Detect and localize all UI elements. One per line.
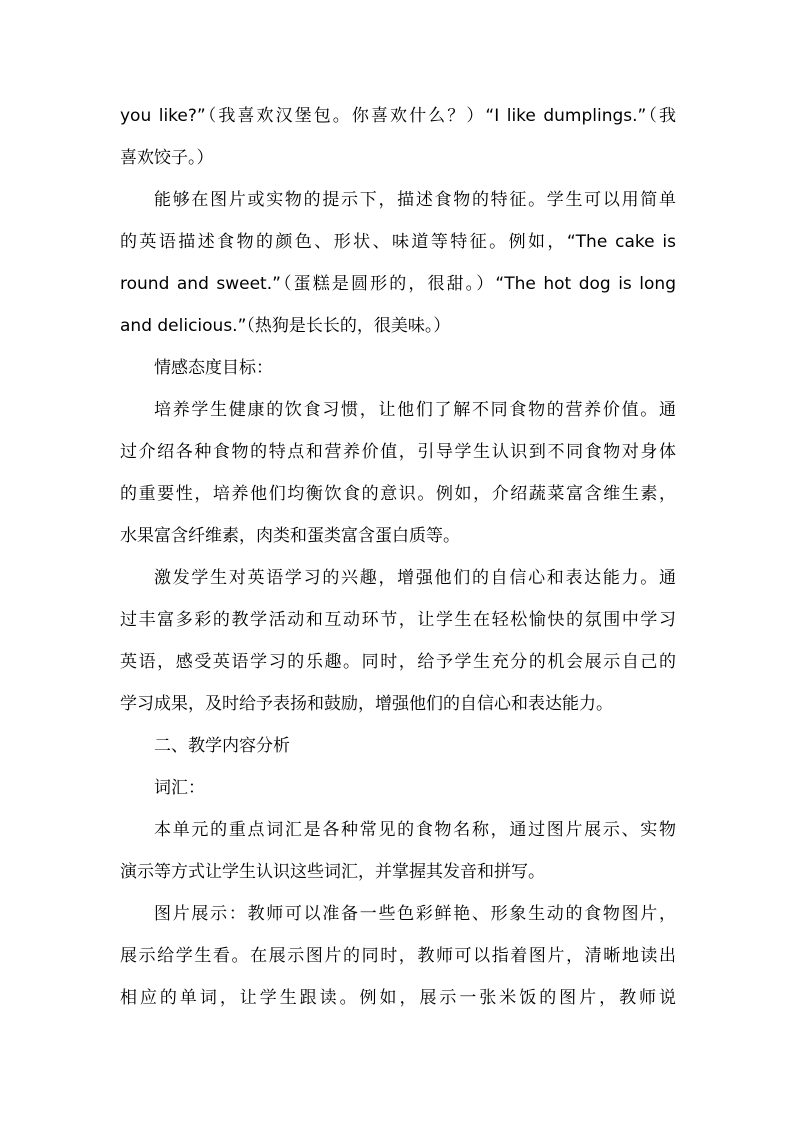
text-line: 能够在图片或实物的提示下，描述食物的特征。学生可以用简单 xyxy=(154,190,676,210)
text-line: round and sweet.”（蛋糕是圆形的，很甜。）“The hot dog is long xyxy=(120,274,676,294)
text-line: 水果富含纤维素，肉类和蛋类富含蛋白质等。 xyxy=(120,526,460,546)
text-line: you like?”（我喜欢汉堡包。你喜欢什么？）“I like dumplings.”（我 xyxy=(120,106,676,126)
text-line: 激发学生对英语学习的兴趣，增强他们的自信心和表达能力。通 xyxy=(154,568,676,588)
section-heading: 情感态度目标： xyxy=(154,358,273,378)
text-line: 的英语描述食物的颜色、形状、味道等特征。例如，“The cake is xyxy=(120,232,676,252)
section-heading: 二、教学内容分析 xyxy=(154,736,290,756)
text-line: 过丰富多彩的教学活动和互动环节，让学生在轻松愉快的氛围中学习 xyxy=(120,610,676,630)
text-line: 图片展示：教师可以准备一些色彩鲜艳、形象生动的食物图片， xyxy=(154,904,676,924)
text-line: 过介绍各种食物的特点和营养价值，引导学生认识到不同食物对身体 xyxy=(120,442,676,462)
text-line: 英语，感受英语学习的乐趣。同时，给予学生充分的机会展示自己的 xyxy=(120,652,676,672)
text-line: 本单元的重点词汇是各种常见的食物名称，通过图片展示、实物 xyxy=(154,820,676,840)
text-line: 喜欢饺子。） xyxy=(120,148,214,168)
text-line: 展示给学生看。在展示图片的同时，教师可以指着图片，清晰地读出 xyxy=(120,946,676,966)
text-line: 相应的单词，让学生跟读。例如，展示一张米饭的图片，教师说 xyxy=(120,988,676,1008)
text-line: and delicious.”（热狗是长长的，很美味。） xyxy=(120,316,451,336)
subsection-heading: 词汇： xyxy=(154,778,205,798)
text-line: 的重要性，培养他们均衡饮食的意识。例如，介绍蔬菜富含维生素， xyxy=(120,484,676,504)
text-line: 学习成果，及时给予表扬和鼓励，增强他们的自信心和表达能力。 xyxy=(120,694,613,714)
text-line: 培养学生健康的饮食习惯，让他们了解不同食物的营养价值。通 xyxy=(154,400,676,420)
text-line: 演示等方式让学生认识这些词汇，并掌握其发音和拼写。 xyxy=(120,862,545,882)
